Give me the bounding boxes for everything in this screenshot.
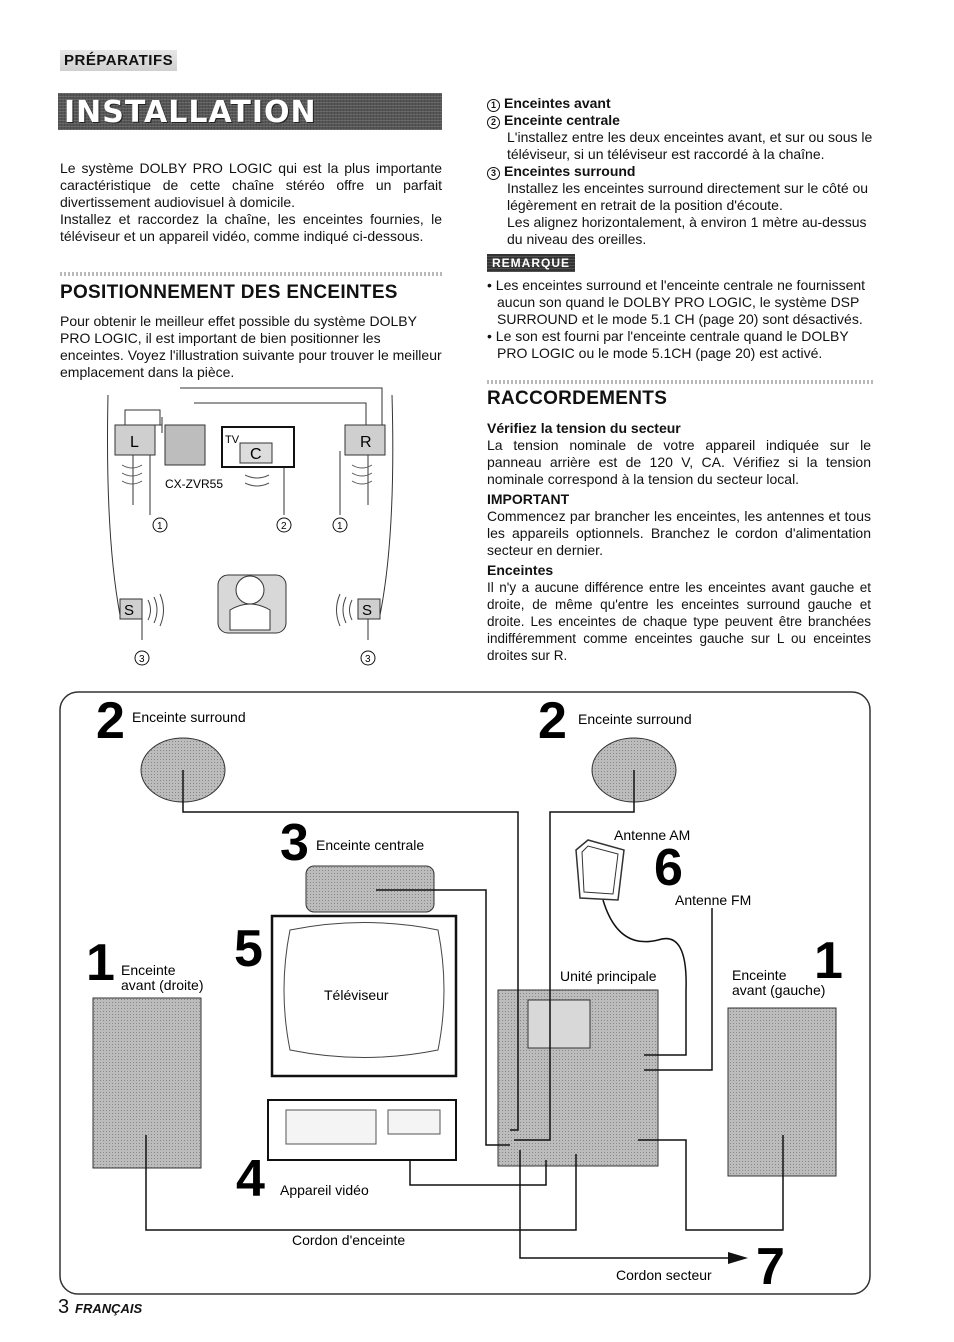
step-number: 4: [236, 1150, 265, 1208]
speaker-position-diagram: [100, 385, 400, 675]
step-number: 1: [86, 934, 115, 992]
step-number: 2: [96, 692, 125, 750]
main-unit-icon: [165, 425, 205, 465]
page-title: INSTALLATION: [64, 95, 317, 130]
positioning-text: Pour obtenir le meilleur effet possible du système DOLBY PRO LOGIC, il est important de bien positionner les enceintes. Voyez l'illustration suivante pour trouver le meilleur emplacement dans la pièce.: [60, 313, 442, 380]
front-left-speaker: [728, 1008, 836, 1176]
connections-heading: RACCORDEMENTS: [487, 388, 668, 409]
front-speakers-item: [487, 95, 873, 112]
section-divider: [60, 272, 442, 276]
section-tag: PRÉPARATIFS: [60, 50, 177, 71]
label-center: Enceinte centrale: [316, 837, 425, 853]
main-unit-panel: [528, 1000, 590, 1048]
step-number: 2: [538, 692, 567, 750]
remarque-item: • Le son est fourni par l'enceinte centrale quand le DOLBY PRO LOGIC ou le mode 5.1CH (page 20) est activé.: [487, 328, 849, 361]
surround-speakers-item: [487, 163, 873, 180]
label-front-left-line1: Enceinte: [732, 967, 787, 983]
am-antenna-loop: [582, 846, 618, 894]
voltage-text: La tension nominale de votre appareil indiquée sur le panneau arrière est de 120 V, CA. Vérifiez si la tension nominale correspond à la tension du secteur local.: [487, 437, 871, 487]
intro-paragraph-2: Installez et raccordez la chaîne, les enceintes fournies, le téléviseur et un appareil vidéo, comme indiqué ci-dessous.: [60, 211, 442, 244]
important-text: Commencez par brancher les enceintes, les antennes et tous les appareils optionnels. Branchez le cordon d'alimentation secteur en dernier.: [487, 508, 871, 558]
important-title: IMPORTANT: [487, 491, 570, 507]
connection-diagram: [58, 690, 872, 1298]
label-fm: Antenne FM: [675, 892, 752, 908]
center-speaker-title: Enceinte centrale: [504, 112, 620, 128]
speakers-text: Il n'y a aucune différence entre les enceintes avant gauche et droite, de même qu'entre les enceintes surround gauche et droite. Les enceintes de chaque type peuvent être branchées indifféremment comme enceintes gauche sur L ou enceintes droites sur R.: [487, 580, 871, 663]
marker-front-left: 1: [157, 521, 163, 532]
remarque-list: [487, 277, 873, 362]
label-video: Appareil vidéo: [280, 1182, 369, 1198]
step-number: 7: [756, 1238, 785, 1296]
label-surround-left: Enceinte surround: [132, 709, 246, 725]
surround-left-label: S: [124, 602, 135, 619]
step-number: 3: [280, 814, 309, 872]
remarque-item-text: Le son est fourni par l'enceinte centrale quand le DOLBY PRO LOGIC ou le mode 5.1CH (page 20) est activé.: [495, 328, 849, 361]
surround-right-label: S: [362, 602, 373, 619]
speaker-descriptions: [487, 95, 873, 248]
label-front-right-line1: Enceinte: [121, 962, 176, 978]
section-divider: [487, 380, 873, 384]
label-front-right-line2: avant (droite): [121, 977, 204, 993]
left-label: L: [130, 434, 139, 451]
label-power-cord: Cordon secteur: [616, 1267, 712, 1283]
remarque-item: • Les enceintes surround et l'enceinte centrale ne fournissent aucun son quand le DOLBY PRO LOGIC, le système DSP SURROUND et le mode 5.1 CH (page 20) sont désactivés.: [487, 277, 866, 327]
label-main-unit: Unité principale: [560, 968, 657, 984]
surround-speakers-title: Enceintes surround: [504, 163, 636, 179]
vcr-tape-slot: [286, 1110, 376, 1144]
label-front-left-line2: avant (gauche): [732, 982, 826, 998]
intro-text: [60, 160, 442, 245]
page-number: 3: [58, 1296, 70, 1318]
label-am: Antenne AM: [614, 827, 691, 843]
label-speaker-cord: Cordon d'enceinte: [292, 1232, 406, 1248]
connections-text: [487, 420, 871, 664]
arrow-icon: [728, 1252, 748, 1264]
remarque-item-text: Les enceintes surround et l'enceinte centrale ne fournissent aucun son quand le DOLBY PRO LOGIC, le système DSP SURROUND et le mode 5.1 CH (page 20) sont désactivés.: [495, 277, 866, 327]
model-label: CX-ZVR55: [165, 477, 224, 491]
vcr-display: [388, 1110, 440, 1134]
number-badge: 3: [487, 167, 500, 180]
center-speaker: [306, 866, 434, 912]
center-label: C: [250, 446, 262, 463]
tv-label: TV: [225, 434, 240, 446]
marker-front-right: 1: [337, 521, 343, 532]
marker-surround-left: 3: [139, 654, 145, 665]
speakers-title: Enceintes: [487, 562, 554, 578]
language-label: FRANÇAIS: [75, 1301, 143, 1316]
front-speakers-title: Enceintes avant: [504, 95, 611, 111]
center-speaker-text: L'installez entre les deux enceintes avant, et sur ou sous le téléviseur, si un téléviseur est raccordé à la chaîne.: [507, 129, 873, 162]
label-surround-right: Enceinte surround: [578, 711, 692, 727]
right-label: R: [360, 434, 372, 451]
marker-surround-right: 3: [365, 654, 371, 665]
positioning-heading: POSITIONNEMENT DES ENCEINTES: [60, 282, 398, 303]
front-right-speaker: [93, 998, 201, 1168]
center-speaker-item: [487, 112, 873, 129]
step-number: 5: [234, 920, 263, 978]
marker-center: 2: [281, 521, 287, 532]
step-number: 6: [654, 839, 683, 897]
page-title-banner: [58, 93, 442, 130]
number-badge: 2: [487, 116, 500, 129]
number-badge: 1: [487, 99, 500, 112]
remarque-badge: REMARQUE: [487, 254, 575, 272]
step-number: 1: [814, 932, 843, 990]
label-tv: Téléviseur: [324, 987, 389, 1003]
surround-speakers-text-1: Installez les enceintes surround directement sur le côté ou légèrement en retrait de la position d'écoute.: [507, 180, 869, 213]
intro-paragraph-1: Le système DOLBY PRO LOGIC qui est la plus importante caractéristique de cette chaîne stéréo offre un parfait divertissement audiovisuel à domicile.: [60, 160, 442, 210]
voltage-title: Vérifiez la tension du secteur: [487, 420, 681, 436]
listener-icon: [236, 576, 264, 604]
surround-speakers-text-2: Les alignez horizontalement, à environ 1 mètre au-dessus du niveau des oreilles.: [507, 214, 867, 247]
